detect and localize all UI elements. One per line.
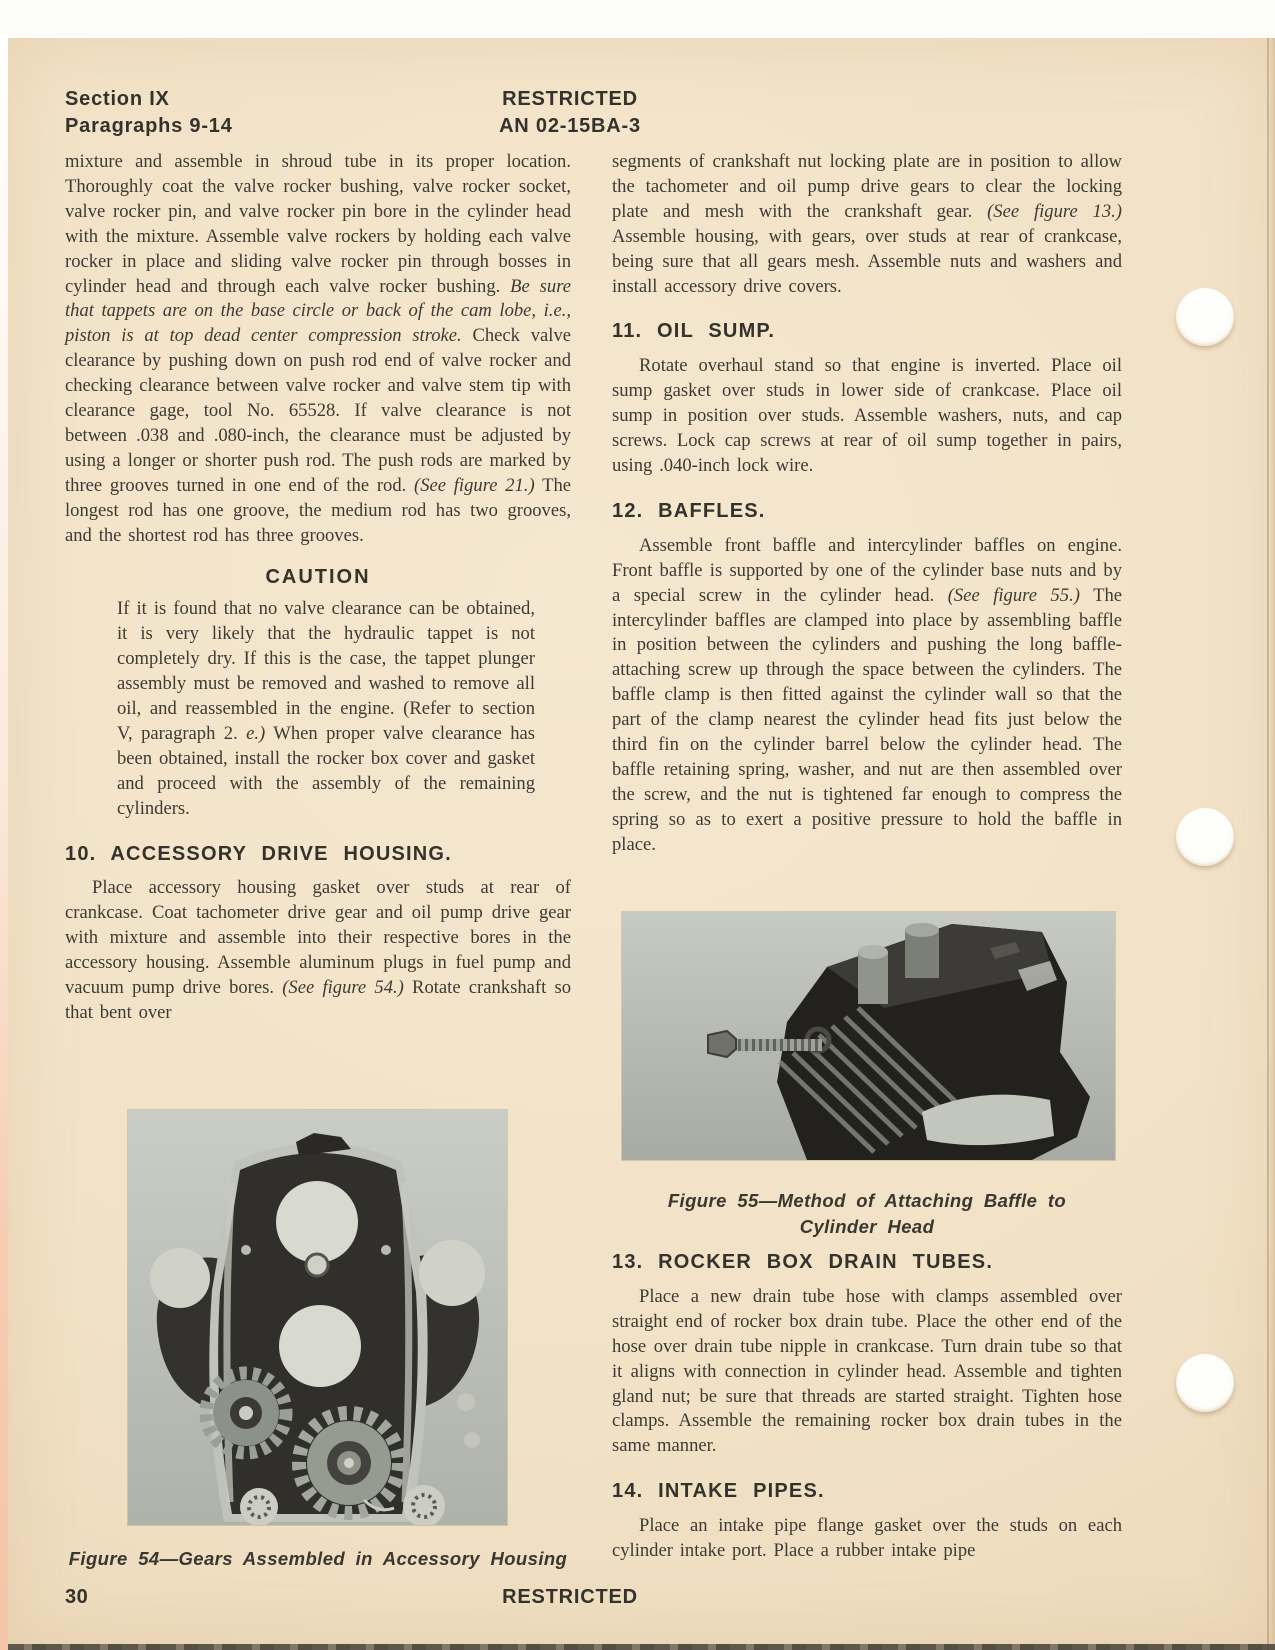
figure-reference: (See figure 55.) xyxy=(947,584,1080,606)
page-number: 30 xyxy=(65,1586,89,1608)
figure-55-photo xyxy=(622,912,1115,1160)
figure-54-photo xyxy=(128,1110,507,1525)
body-paragraph xyxy=(612,534,1122,858)
paragraph-range-label: Paragraphs 9-14 xyxy=(65,115,233,137)
body-paragraph: Place an intake pipe flange gasket over the studs on each cylinder intake port. Place a rubber intake pipe xyxy=(612,1515,1122,1562)
section-heading-14: 14. INTAKE PIPES. xyxy=(612,1480,825,1503)
paragraph-text: Assemble housing, with gears, over studs at rear of crankcase, being sure that all gears mesh. Assemble nuts and washers and install accessory drive covers. xyxy=(612,225,1122,297)
caution-paragraph xyxy=(65,597,571,821)
paragraph-text: Place accessory housing gasket over studs at rear of crankcase. Coat tachometer drive gear and oil pump drive gear with mixture and assemble into their respective bores in the accessory housing. Assemble aluminum plugs in fuel pump and vacuum pump drive bores. xyxy=(65,877,571,999)
punch-hole-top xyxy=(1176,288,1234,346)
scan-left-edge xyxy=(0,38,8,1650)
body-paragraph: Place a new drain tube hose with clamps assembled over straight end of rocker box drain tube. Place the other end of the hose over drain tube nipple in crankcase. Turn drain tube so that it aligns with connection in cylinder head. Assemble and tighten gland nut; be sure that threads are started straight. Tighten hose clamps. Assemble the remaining rocker box drain tubes in the same manner. xyxy=(612,1285,1122,1457)
figure-reference: (See figure 21.) xyxy=(414,474,535,496)
column-right-lower xyxy=(612,1250,1122,1564)
figure-55-caption-line2: Cylinder Head xyxy=(799,1216,935,1237)
section-heading-13: 13. ROCKER BOX DRAIN TUBES. xyxy=(612,1251,994,1273)
paragraph-text: The intercylinder baffles are clamped into place by assembling baffle in position between the cylinders and pushing the long baffle-attaching screw up through the space between the cylinders. The baffle clamp is then fitted against the cylinder wall so that the part of the clamp nearest the cylinder head fits just below the third fin on the cylinder barrel below the cylinder head. The baffle retaining spring, washer, and nut are then assembled over the screw, and the nut is tightened far enough to compress the spring so as to exert a positive pressure to hold the baffle in place. xyxy=(612,584,1122,855)
doc-number: AN 02-15BA-3 xyxy=(499,115,641,137)
classification-banner: RESTRICTED xyxy=(502,88,638,110)
figure-reference: (See figure 13.) xyxy=(987,200,1122,222)
column-right xyxy=(612,150,1122,858)
paragraph-text: Check valve clearance by pushing down on push rod end of valve rocker and checking clearance between valve rocker and valve stem tip with clearance gage, tool No. 65528. If valve clearance is not between .038 and .080-inch, the clearance must be adjusted by using a longer or shorter push rod. The push rods are marked by three grooves turned in one end of the rod. xyxy=(65,325,572,496)
body-paragraph xyxy=(65,876,571,1025)
paragraph-text: The longest rod has one groove, the medium rod has two grooves, and the shortest rod has three grooves. xyxy=(65,474,572,546)
figure-54-caption: Figure 54—Gears Assembled in Accessory Housing xyxy=(68,1548,568,1569)
footer-classification: RESTRICTED xyxy=(502,1586,638,1608)
page-sheet xyxy=(8,38,1275,1650)
figure-55-caption-line1: Figure 55—Method of Attaching Baffle to xyxy=(667,1190,1067,1211)
paragraph-text: mixture and assemble in shroud tube in its proper location. Thoroughly coat the valve rocker bushing, valve rocker socket, valve rocker pin, and valve rocker pin bore in the cylinder head with the mixture. Assemble valve rockers by holding each valve rocker in place and sliding valve rocker pin through bosses in cylinder head and through each valve rocker bushing. xyxy=(65,151,571,297)
punch-hole-bottom xyxy=(1176,1354,1234,1412)
paragraph-text: Assemble front baffle and intercylinder baffles on engine. Front baffle is supported by one of the cylinder base nuts and by a special screw in the cylinder head. xyxy=(612,534,1122,606)
page-bottom-edge xyxy=(8,1644,1275,1650)
paragraph-text: When proper valve clearance has been obtained, install the rocker box cover and gasket and proceed with the assembly of the remaining cylinders. xyxy=(117,722,536,819)
paragraph-text: If it is found that no valve clearance can be obtained, it is very likely that the hydraulic tappet is not completely dry. If this is the case, the tappet plunger assembly must be removed and washed to remove all oil, and reassembled in the engine. (Refer to section V, paragraph 2. xyxy=(117,598,535,744)
paragraph-text: Rotate crankshaft so that bent over xyxy=(65,977,571,1023)
figure-reference: (See figure 54.) xyxy=(282,977,404,999)
page-right-band xyxy=(1269,38,1275,1650)
paragraph-italic: Be sure that tappets are on the base circle or back of the cam lobe, i.e., piston is at top dead center compression stroke. xyxy=(65,275,571,347)
column-left xyxy=(65,150,571,1026)
section-heading-10: 10. ACCESSORY DRIVE HOUSING. xyxy=(65,842,452,865)
caution-heading: CAUTION xyxy=(265,565,371,588)
section-label: Section IX xyxy=(65,88,170,110)
body-paragraph: Rotate overhaul stand so that engine is inverted. Place oil sump gasket over studs in lower side of crankcase. Place oil sump in position over studs. Assemble washers, nuts, and cap screws. Lock cap screws at rear of oil sump together in pairs, using .040-inch lock wire. xyxy=(612,355,1122,476)
figure-55-caption xyxy=(612,1188,1122,1240)
header-center xyxy=(365,86,775,140)
body-paragraph xyxy=(612,150,1122,299)
body-paragraph xyxy=(65,150,571,549)
paragraph-italic: e.) xyxy=(246,722,266,744)
section-heading-12: 12. BAFFLES. xyxy=(612,499,766,522)
section-heading-11: 11. OIL SUMP. xyxy=(612,320,776,343)
page-right-edge xyxy=(1267,38,1269,1650)
header-left xyxy=(65,86,233,140)
paragraph-text: segments of crankshaft nut locking plate are in position to allow the tachometer and oil pump drive gears to clear the locking plate and mesh with the crankshaft gear. xyxy=(612,151,1122,222)
punch-hole-middle xyxy=(1176,808,1234,866)
